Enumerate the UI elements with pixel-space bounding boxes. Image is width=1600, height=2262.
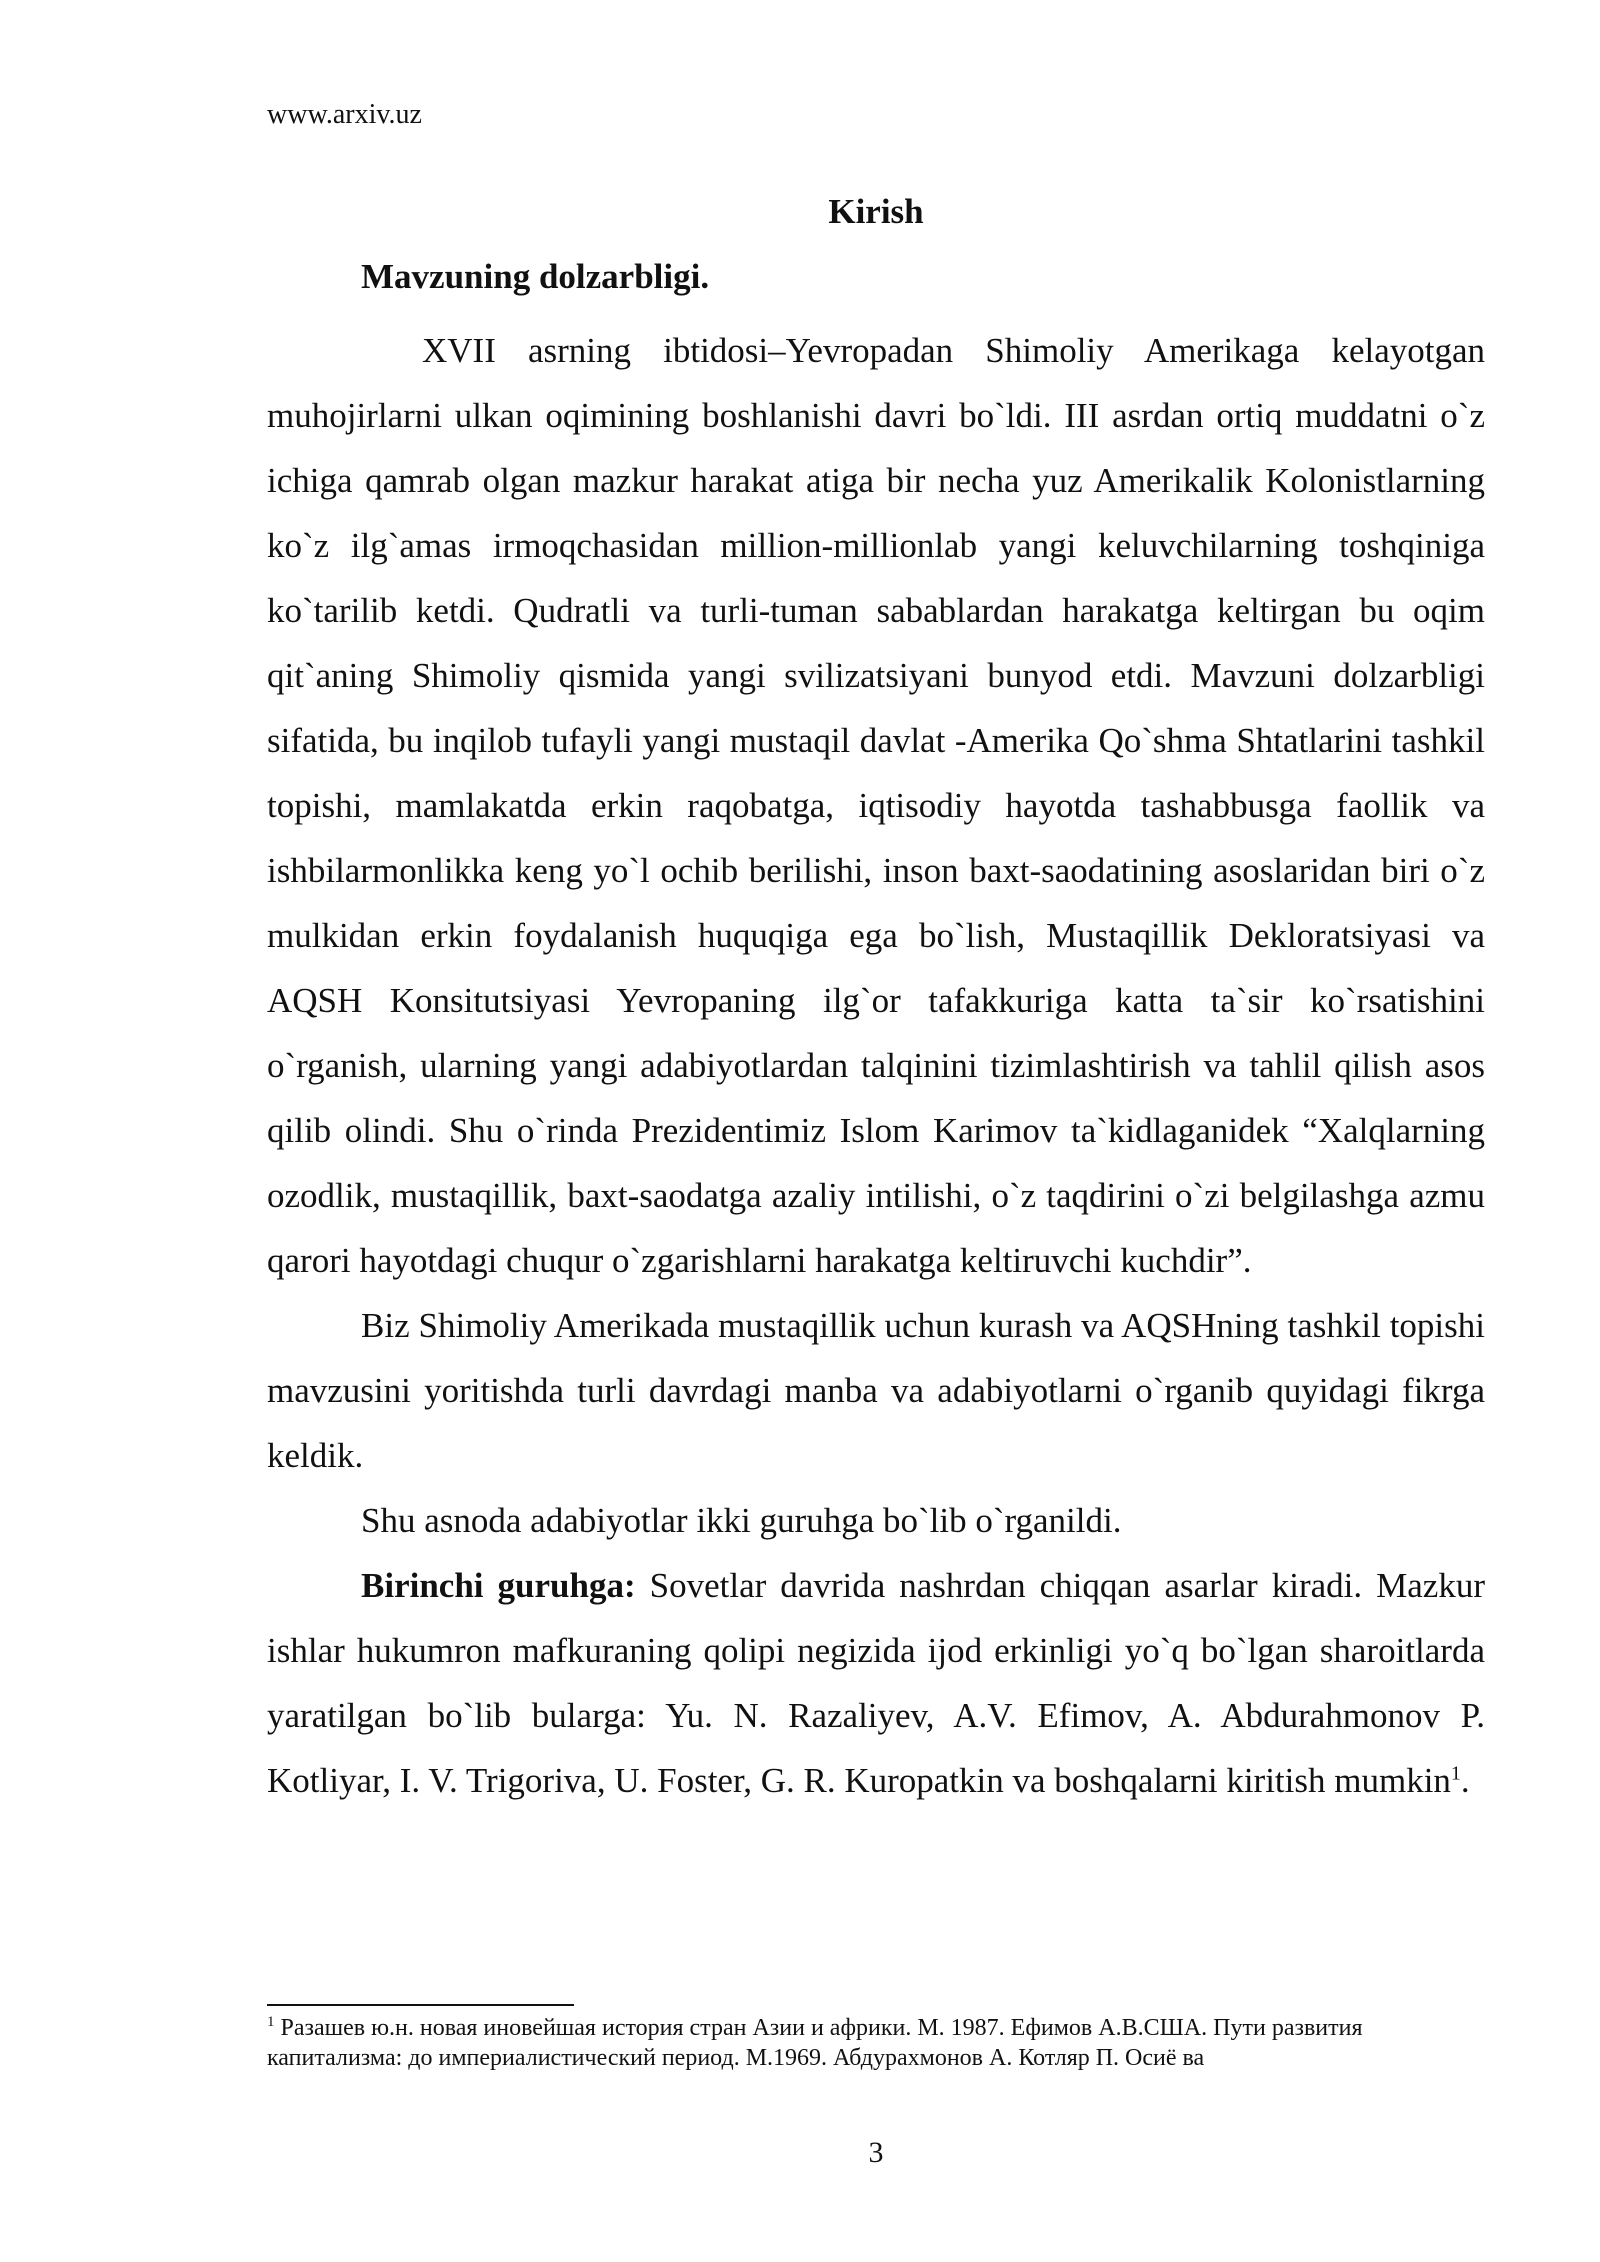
footnote-reference: 1: [1450, 1762, 1461, 1785]
first-group-body: Sovetlar davrida nashrdan chiqqan asarlar kiradi. Mazkur ishlar hukumron mafkuraning qolipi negizida ijod erkinligi yo`q bo`lgan sharoitlarda yaratilgan bo`lib bularga: Yu. N. Razaliyev, A.V. Efimov, A. Abdurahmonov P. Kotliyar, I. V. Trigoriva, U. Foster, G. R. Kuropatkin va boshqalarni kiritish mumkin: [267, 1566, 1485, 1800]
page-title: Kirish: [828, 192, 924, 231]
footnote-marker: 1: [267, 2014, 275, 2030]
paragraph-groups: Shu asnoda adabiyotlar ikki guruhga bo`lib o`rganildi.: [361, 1501, 1122, 1540]
first-group-lead: Birinchi guruhga:: [361, 1566, 636, 1605]
footnote: [267, 2013, 1485, 2073]
body-text: [267, 318, 1485, 1813]
paragraph-intro: XVII asrning ibtidosi–Yevropadan Shimoliy Amerikaga kelayotgan muhojirlarni ulkan oqimining boshlanishi davri bo`ldi. III asrdan ortiq muddatni o`z ichiga qamrab olgan mazkur harakat atiga bir necha yuz Amerikalik Kolonistlarning ko`z ilg`amas irmoqchasidan million-millionlab yangi keluvchilarning toshqiniga ko`tarilib ketdi. Qudratli va turli-tuman sabablardan harakatga keltirgan bu oqim qit`aning Shimoliy qismida yangi svilizatsiyani bunyod etdi. Mavzuni dolzarbligi sifatida, bu inqilob tufayli yangi mustaqil davlat -Amerika Qo`shma Shtatlarini tashkil topishi, mamlakatda erkin raqobatga, iqtisodiy hayotda tashabbusga faollik va ishbilarmonlikka keng yo`l ochib berilishi, inson baxt-saodatining asoslaridan biri o`z mulkidan erkin foydalanish huquqiga ega bo`lish, Mustaqillik Dekloratsiyasi va AQSH Konsitutsiyasi Yevropaning ilg`or tafakkuriga katta ta`sir ko`rsatishini o`rganish, ularning yangi adabiyotlardan talqinini tizimlashtirish va tahlil qilish asos qilib olindi. Shu o`rinda Prezidentimiz Islom Karimov ta`kidlaganidek “Xalqlarning ozodlik, mustaqillik, baxt-saodatga azaliy intilishi, o`z taqdirini o`zi belgilashga azmu qarori hayotdagi chuqur o`zgarishlarni harakatga keltiruvchi kuchdir”.: [267, 331, 1485, 1280]
site-url-header: www.arxiv.uz: [267, 99, 422, 130]
paragraph-literature: Biz Shimoliy Amerikada mustaqillik uchun kurash va AQSHning tashkil topishi mavzusini yoritishda turli davrdagi manba va adabiyotlarni o`rganib quyidagi fikrga keldik.: [267, 1306, 1485, 1475]
page-number: 3: [868, 2136, 884, 2169]
footnote-separator: [267, 2004, 574, 2006]
section-heading: Mavzuning dolzarbligi.: [361, 257, 710, 296]
paragraph-first-group: [267, 1553, 1485, 1813]
first-group-end: .: [1460, 1761, 1470, 1800]
footnote-text: Разашев ю.н. новая иновейшая история стран Азии и африки. М. 1987. Ефимов А.В.США. Пути развития капитализма: до империалистический период. М.1969. Абдурахмонов А. Котляр П. Осиё ва: [267, 2015, 1363, 2071]
